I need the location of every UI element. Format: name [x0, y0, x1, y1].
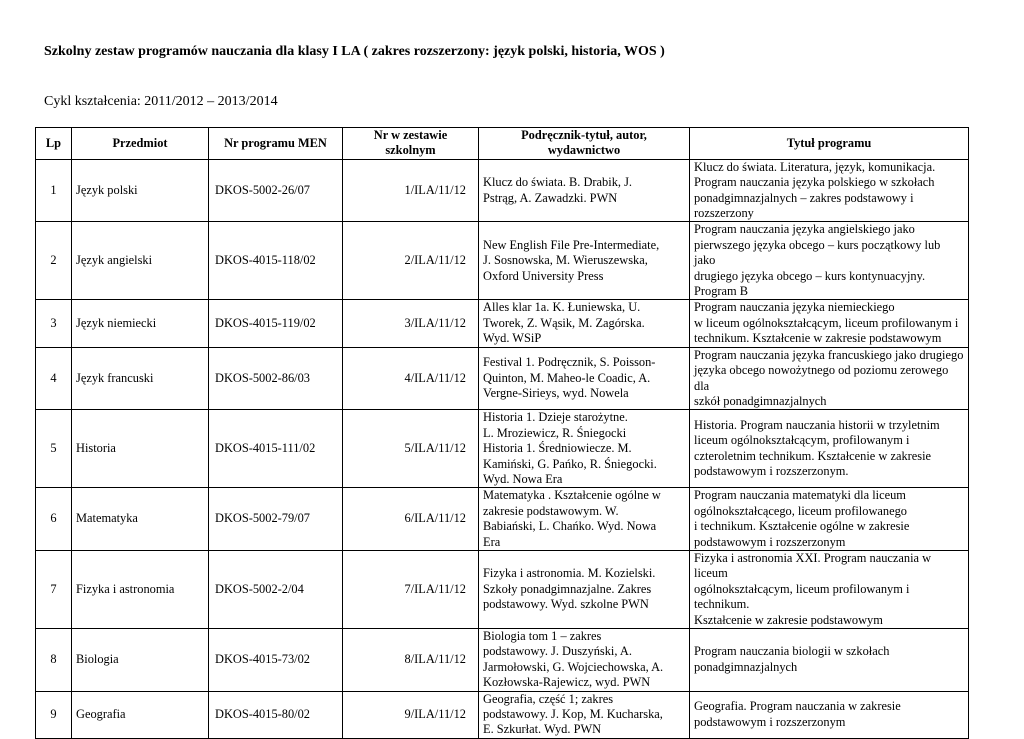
table-row [36, 629, 969, 692]
header-textbook: Podręcznik-tytuł, autor, wydawnictwo [479, 128, 690, 160]
cell-lp: 3 [36, 300, 72, 347]
cell-program-title: Fizyka i astronomia XXI. Program nauczania w liceum ogólnokształcącym, liceum profilowanym i technikum. Kształcenie w zakresie podstawowym [690, 550, 969, 628]
cell-subject: Fizyka i astronomia [72, 550, 209, 628]
cell-lp: 7 [36, 550, 72, 628]
table-row [36, 347, 969, 410]
cell-subject: Matematyka [72, 488, 209, 551]
cell-program-title: Program nauczania matematyki dla liceum ogólnokształcącego, liceum profilowanego i technikum. Kształcenie ogólne w zakresie podstawowym i rozszerzonym [690, 488, 969, 551]
cell-school-number: 9/ILA/11/12 [343, 691, 479, 738]
cell-subject: Język francuski [72, 347, 209, 410]
cell-subject: Geografia [72, 691, 209, 738]
education-cycle: Cykl kształcenia: 2011/2012 – 2013/2014 [44, 94, 278, 109]
cell-men: DKOS-4015-118/02 [209, 222, 343, 300]
cell-school-number: 3/ILA/11/12 [343, 300, 479, 347]
cell-program-title: Geografia. Program nauczania w zakresie podstawowym i rozszerzonym [690, 691, 969, 738]
cell-men: DKOS-5002-2/04 [209, 550, 343, 628]
cell-men: DKOS-5002-86/03 [209, 347, 343, 410]
cell-subject: Język angielski [72, 222, 209, 300]
cell-subject: Język polski [72, 159, 209, 222]
cell-men: DKOS-4015-73/02 [209, 629, 343, 692]
cell-textbook: Fizyka i astronomia. M. Kozielski. Szkoły ponadgimnazjalne. Zakres podstawowy. Wyd. szkolne PWN [479, 550, 690, 628]
program-table [35, 127, 969, 739]
table-row [36, 300, 969, 347]
cell-program-title: Klucz do świata. Literatura, język, komunikacja. Program nauczania języka polskiego w szkołach ponadgimnazjalnych – zakres podstawowy i rozszerzony [690, 159, 969, 222]
cell-lp: 6 [36, 488, 72, 551]
header-school-number: Nr w zestawie szkolnym [343, 128, 479, 160]
table-row [36, 691, 969, 738]
cell-school-number: 2/ILA/11/12 [343, 222, 479, 300]
cell-subject: Biologia [72, 629, 209, 692]
table-row [36, 222, 969, 300]
cell-program-title: Program nauczania języka niemieckiego w liceum ogólnokształcącym, liceum profilowanym i technikum. Kształcenie w zakresie podstawowym [690, 300, 969, 347]
cell-school-number: 4/ILA/11/12 [343, 347, 479, 410]
cell-school-number: 8/ILA/11/12 [343, 629, 479, 692]
cell-school-number: 1/ILA/11/12 [343, 159, 479, 222]
cell-lp: 2 [36, 222, 72, 300]
cell-men: DKOS-4015-119/02 [209, 300, 343, 347]
cell-textbook: Matematyka . Kształcenie ogólne w zakresie podstawowym. W. Babiański, L. Chańko. Wyd. Nowa Era [479, 488, 690, 551]
cell-textbook: Biologia tom 1 – zakres podstawowy. J. Duszyński, A. Jarmołowski, G. Wojciechowska, A. Kozłowska-Rajewicz, wyd. PWN [479, 629, 690, 692]
table-row [36, 159, 969, 222]
cell-men: DKOS-4015-80/02 [209, 691, 343, 738]
cell-school-number: 5/ILA/11/12 [343, 410, 479, 488]
header-men: Nr programu MEN [209, 128, 343, 160]
cell-lp: 1 [36, 159, 72, 222]
cell-textbook: Festival 1. Podręcznik, S. Poisson- Quinton, M. Maheo-le Coadic, A. Vergne-Sirieys, wyd. Nowela [479, 347, 690, 410]
cell-lp: 8 [36, 629, 72, 692]
cell-lp: 9 [36, 691, 72, 738]
cell-men: DKOS-5002-79/07 [209, 488, 343, 551]
cell-men: DKOS-5002-26/07 [209, 159, 343, 222]
cell-program-title: Historia. Program nauczania historii w trzyletnim liceum ogólnokształcącym, profilowanym i czteroletnim technikum. Kształcenie w zakresie podstawowym i rozszerzonym. [690, 410, 969, 488]
cell-school-number: 6/ILA/11/12 [343, 488, 479, 551]
header-program-title: Tytuł programu [690, 128, 969, 160]
cell-program-title: Program nauczania biologii w szkołach ponadgimnazjalnych [690, 629, 969, 692]
cell-lp: 5 [36, 410, 72, 488]
header-subject: Przedmiot [72, 128, 209, 160]
cell-subject: Historia [72, 410, 209, 488]
cell-textbook: Klucz do świata. B. Drabik, J. Pstrąg, A. Zawadzki. PWN [479, 159, 690, 222]
cell-program-title: Program nauczania języka angielskiego jako pierwszego języka obcego – kurs początkowy lub jako drugiego języka obcego – kurs kontynuacyjny. Program B [690, 222, 969, 300]
header-lp: Lp [36, 128, 72, 160]
table-row [36, 488, 969, 551]
cell-school-number: 7/ILA/11/12 [343, 550, 479, 628]
cell-lp: 4 [36, 347, 72, 410]
document-title: Szkolny zestaw programów nauczania dla klasy I LA ( zakres rozszerzony: język polski, historia, WOS ) [44, 44, 665, 59]
cell-program-title: Program nauczania języka francuskiego jako drugiego języka obcego nowożytnego od poziomu zerowego dla szkół ponadgimnazjalnych [690, 347, 969, 410]
cell-textbook: Alles klar 1a. K. Łuniewska, U. Tworek, Z. Wąsik, M. Zagórska. Wyd. WSiP [479, 300, 690, 347]
cell-textbook: Historia 1. Dzieje starożytne. L. Mroziewicz, R. Śniegocki Historia 1. Średniowiecze. M. Kamiński, G. Pańko, R. Śniegocki. Wyd. Nowa Era [479, 410, 690, 488]
cell-men: DKOS-4015-111/02 [209, 410, 343, 488]
table-row [36, 550, 969, 628]
cell-textbook: Geografia, część 1; zakres podstawowy. J. Kop, M. Kucharska, E. Szkurłat. Wyd. PWN [479, 691, 690, 738]
cell-textbook: New English File Pre-Intermediate, J. Sosnowska, M. Wieruszewska, Oxford University Press [479, 222, 690, 300]
table-row [36, 410, 969, 488]
table-header-row [36, 128, 969, 160]
cell-subject: Język niemiecki [72, 300, 209, 347]
